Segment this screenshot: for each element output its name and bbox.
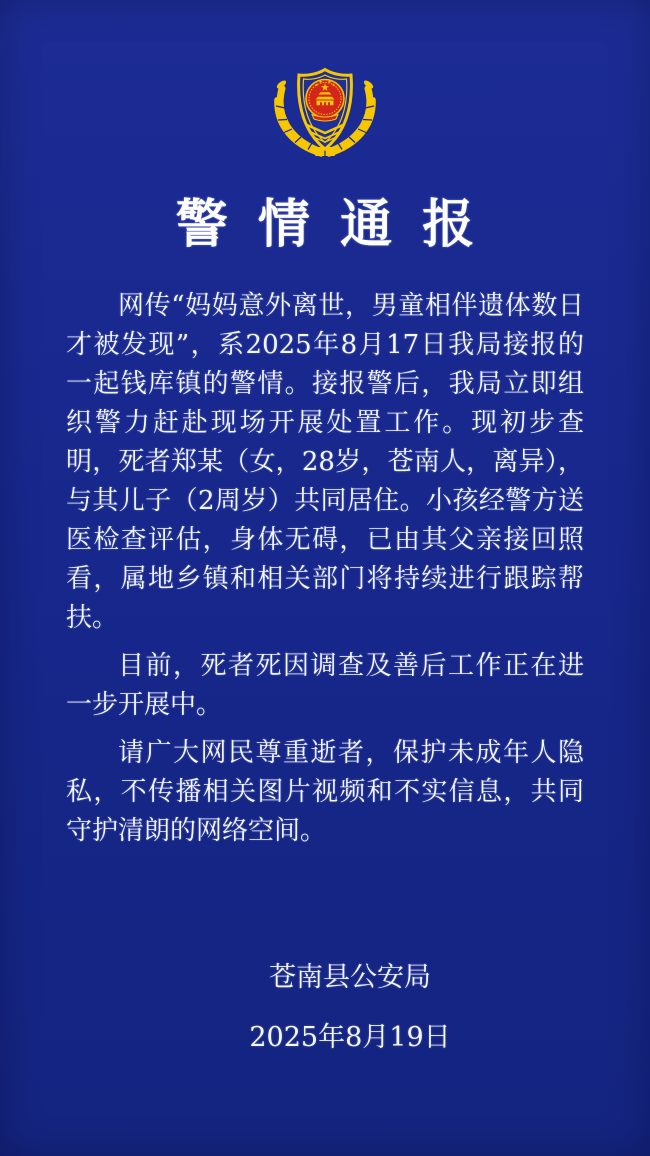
agency-name: 苍南县公安局 (269, 962, 431, 993)
signature-block (25, 955, 650, 1054)
notice-title: 警情通报 (175, 194, 505, 255)
notice-date: 2025年8月19日 (249, 1022, 451, 1053)
notice-paragraph-1: 网传“妈妈意外离世，男童相伴遗体数日才被发现”，系2025年8月17日我局接报的一起钱库镇的警情。接报警后，我局立即组织警力赶赴现场开展处置工作。现初步查明，死者郑某（女，28岁，苍南人，离异），与其儿子（2周岁）共同居住。小孩经警方送医检查评估，身体无碍，已由其父亲接回照看，属地乡镇和相关部门将持续进行跟踪帮扶。 (66, 291, 584, 633)
notice-paragraph-3: 请广大网民尊重逝者，保护未成年人隐私，不传播相关图片视频和不实信息，共同守护清朗的网络空间。 (66, 738, 584, 846)
notice-body (66, 287, 584, 851)
police-badge-icon (265, 54, 385, 158)
notice-paragraph-2: 目前，死者死因调查及善后工作正在进一步开展中。 (66, 651, 584, 720)
